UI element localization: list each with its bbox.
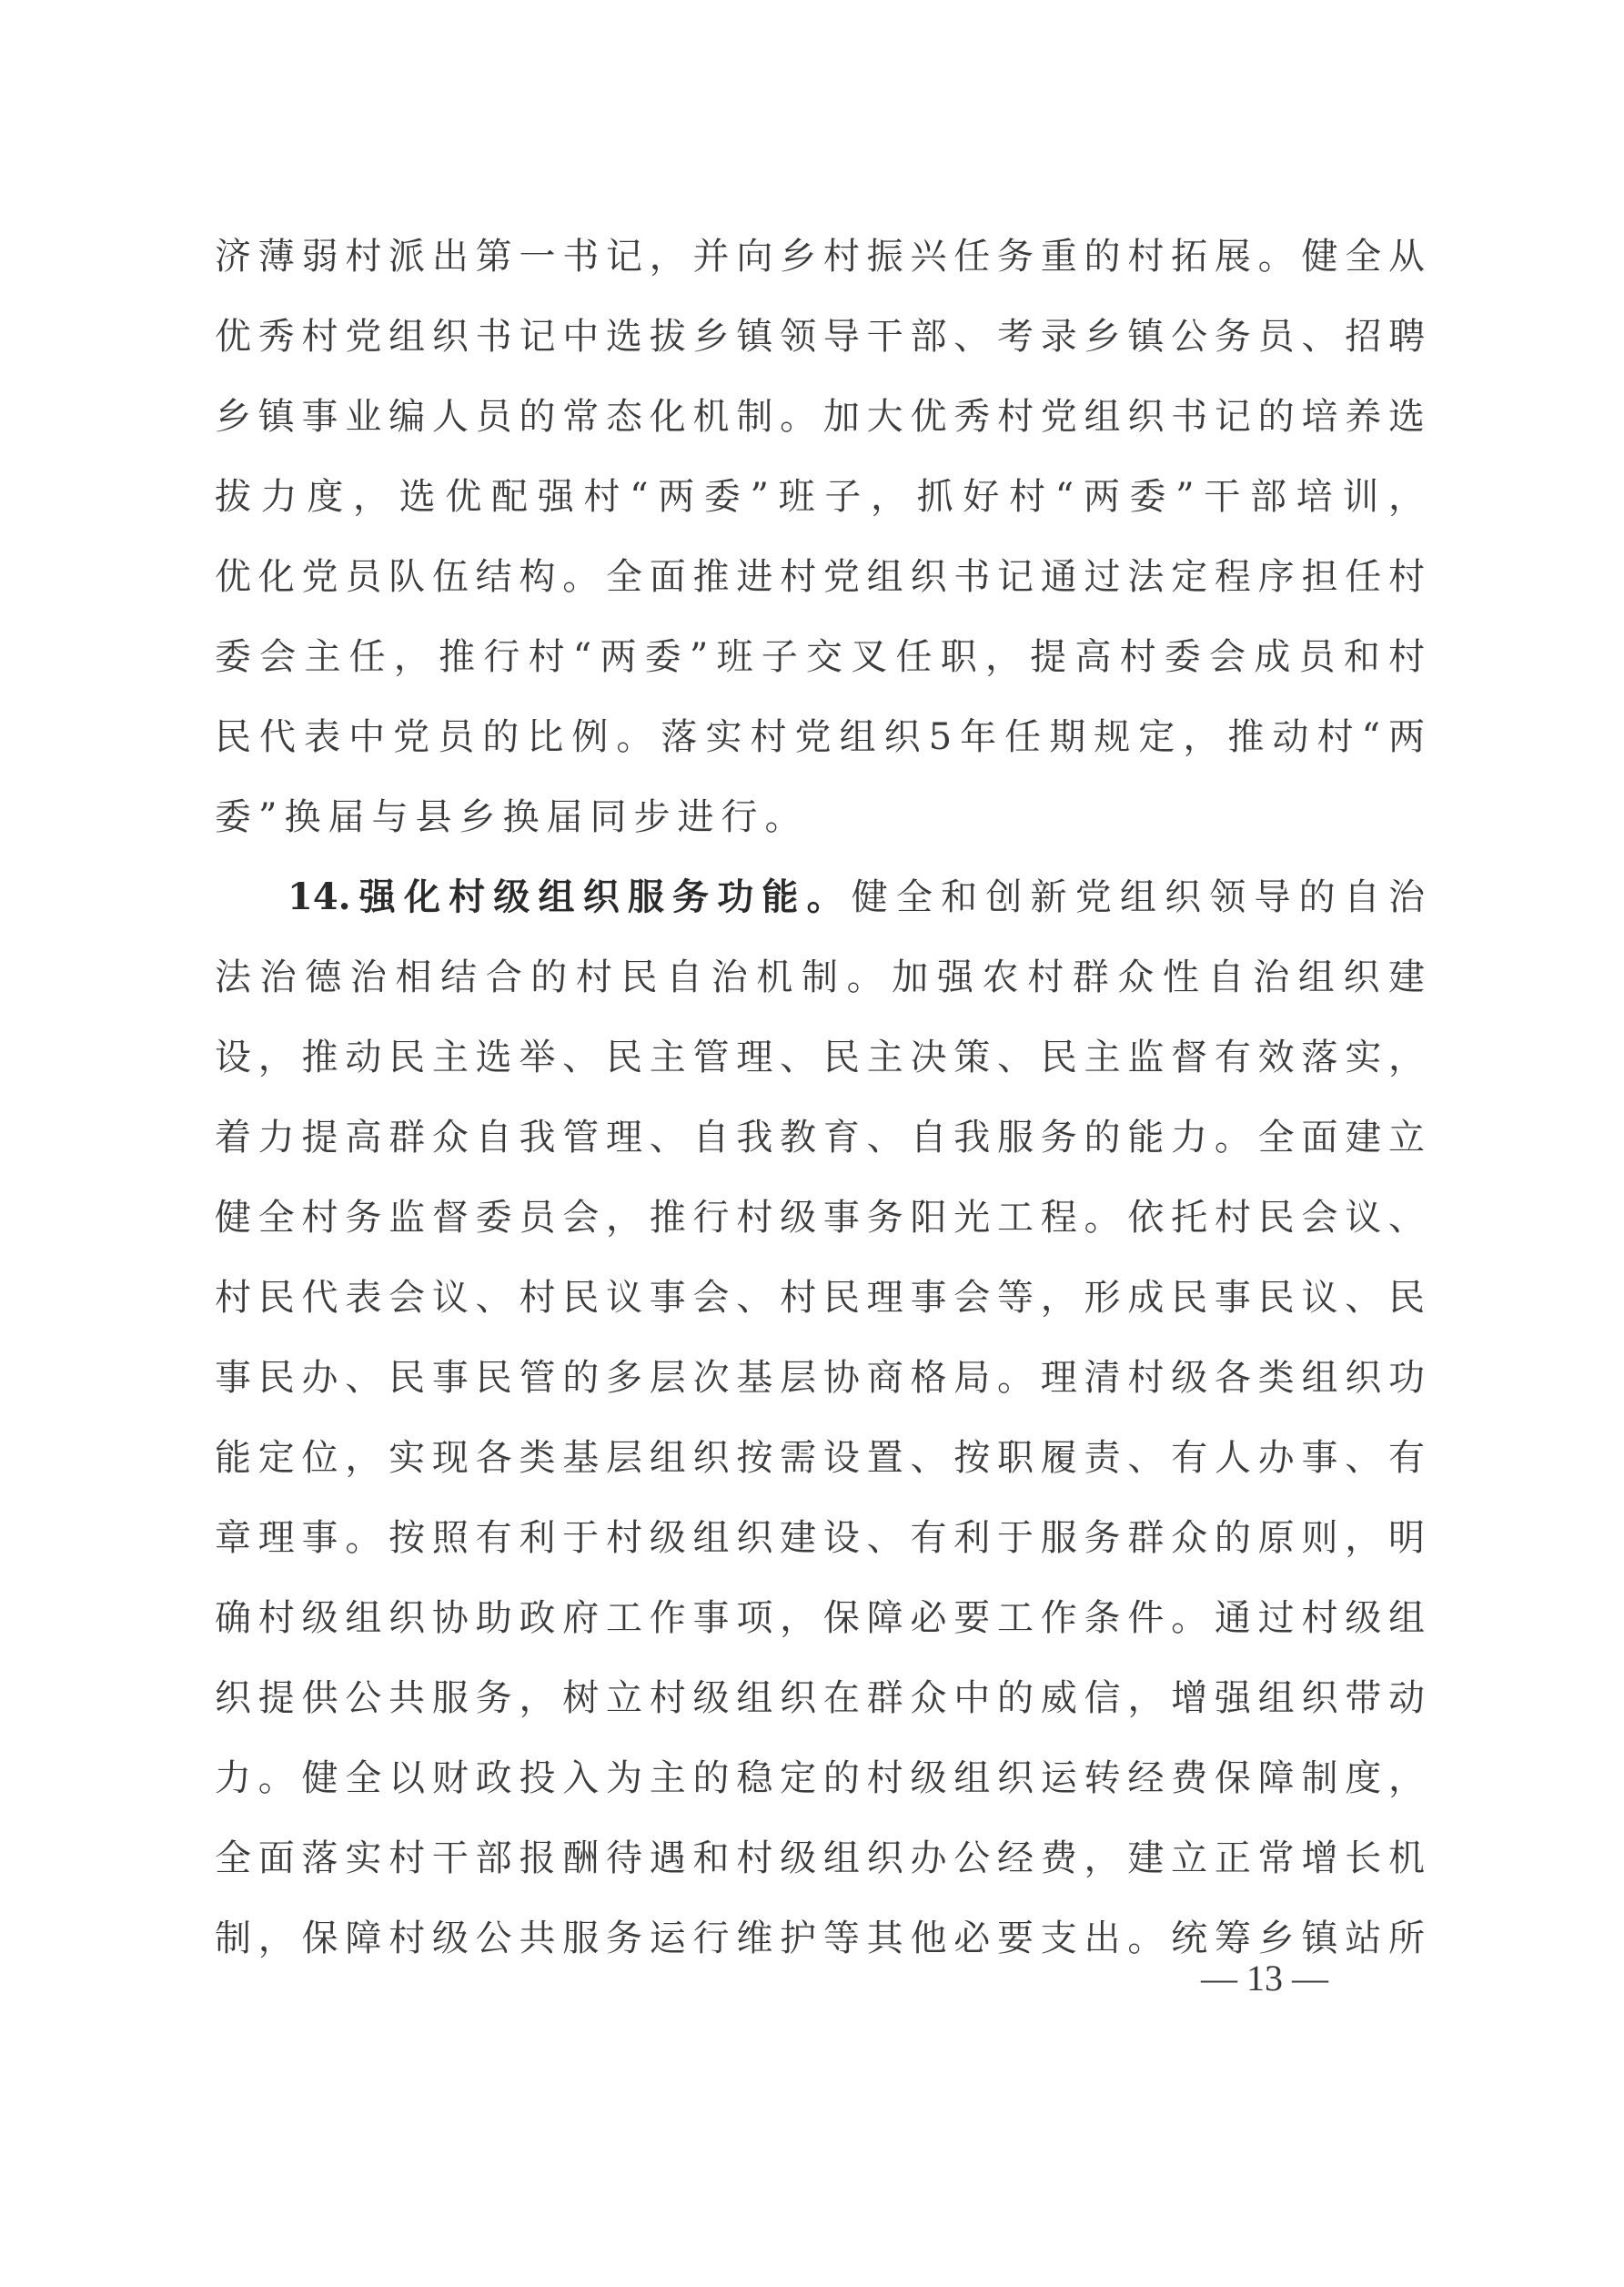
page-number: — 13 — (1201, 1958, 1328, 1999)
section-14-first-line (215, 857, 1425, 937)
paragraph-line: 力。健全以财政投入为主的稳定的村级组织运转经费保障制度， (215, 1757, 1425, 1799)
paragraph-line: 委会主任，推行村“两委”班子交叉任职，提高村委会成员和村 (215, 636, 1425, 678)
paragraph-line: 能定位，实现各类基层组织按需设置、按职履责、有人办事、有 (215, 1437, 1425, 1479)
paragraph-line: 优秀村党组织书记中选拔乡镇领导干部、考录乡镇公务员、招聘 (215, 316, 1425, 358)
paragraph-line: 济薄弱村派出第一书记，并向乡村振兴任务重的村拓展。健全从 (215, 236, 1425, 278)
paragraph-line: 法治德治相结合的村民自治机制。加强农村群众性自治组织建 (215, 956, 1425, 998)
paragraph-line: 全面落实村干部报酬待遇和村级组织办公经费，建立正常增长机 (215, 1837, 1425, 1879)
paragraph-line: 优化党员队伍结构。全面推进村党组织书记通过法定程序担任村 (215, 556, 1425, 598)
paragraph-line: 确村级组织协助政府工作事项，保障必要工作条件。通过村级组 (215, 1597, 1425, 1639)
paragraph-line: 事民办、民事民管的多层次基层协商格局。理清村级各类组织功 (215, 1357, 1425, 1399)
paragraph-line: 委”换届与县乡换届同步进行。 (215, 796, 809, 838)
section-14-first-line-text: 健全和创新党组织领导的自治 (851, 876, 1425, 918)
section-14-heading: 14.强化村级组织服务功能。 (287, 875, 852, 918)
paragraph-line: 设，推动民主选举、民主管理、民主决策、民主监督有效落实， (215, 1037, 1425, 1078)
paragraph-line: 制，保障村级公共服务运行维护等其他必要支出。统筹乡镇站所 (215, 1918, 1425, 1959)
paragraph-line: 乡镇事业编人员的常态化机制。加大优秀村党组织书记的培养选 (215, 396, 1425, 438)
paragraph-line: 章理事。按照有利于村级组织建设、有利于服务群众的原则，明 (215, 1517, 1425, 1559)
paragraph-line: 着力提高群众自我管理、自我教育、自我服务的能力。全面建立 (215, 1117, 1425, 1159)
paragraph-line: 村民代表会议、村民议事会、村民理事会等，形成民事民议、民 (215, 1277, 1425, 1319)
paragraph-line: 织提供公共服务，树立村级组织在群众中的威信，增强组织带动 (215, 1677, 1425, 1719)
paragraph-line: 健全村务监督委员会，推行村级事务阳光工程。依托村民会议、 (215, 1197, 1425, 1239)
paragraph-line: 民代表中党员的比例。落实村党组织5年任期规定，推动村“两 (215, 716, 1425, 758)
paragraph-line: 拔力度，选优配强村“两委”班子，抓好村“两委”干部培训， (215, 476, 1425, 518)
body-text (215, 217, 1425, 1978)
